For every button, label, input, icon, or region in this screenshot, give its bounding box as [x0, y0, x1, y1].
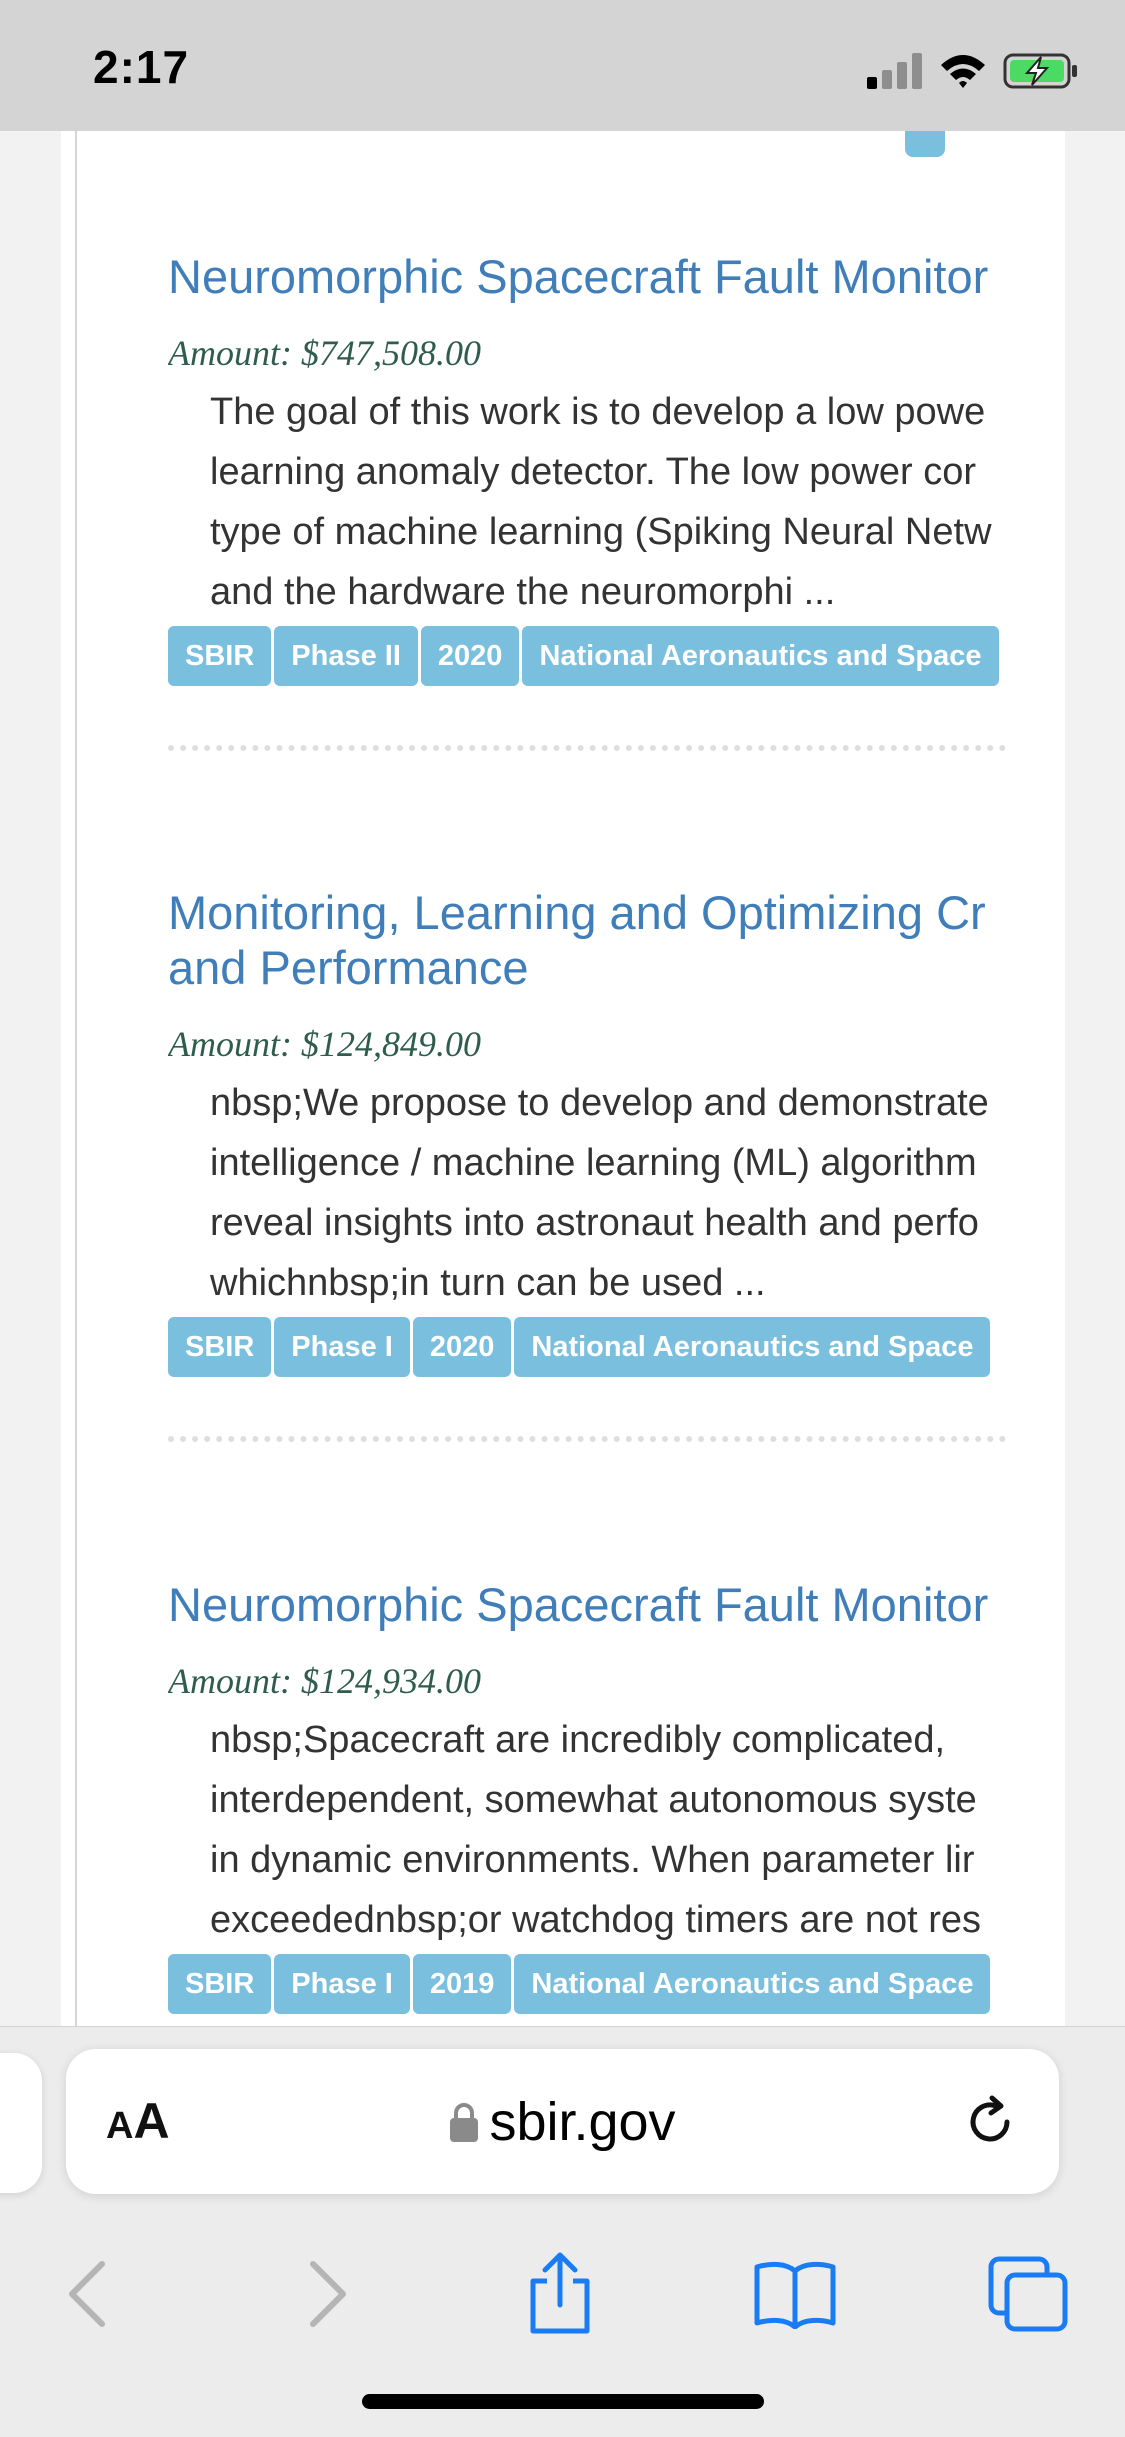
result-amount: Amount: $124,849.00: [168, 1024, 481, 1064]
address-display[interactable]: [66, 2049, 1059, 2194]
tag-program: SBIR: [168, 1954, 271, 2014]
forward-button[interactable]: [278, 2234, 378, 2354]
tag-year: 2020: [421, 626, 520, 686]
cellular-signal-icon: [867, 53, 923, 89]
tag-phase: Phase II: [274, 626, 418, 686]
tag-phase: Phase I: [274, 1954, 410, 2014]
tag-phase: Phase I: [274, 1317, 410, 1377]
tabs-icon: [987, 2255, 1069, 2333]
tag-year: 2020: [413, 1317, 512, 1377]
battery-charging-icon: [1003, 51, 1079, 91]
navigation-row: [0, 2234, 1125, 2354]
status-time: 2:17: [93, 41, 190, 93]
share-button[interactable]: [510, 2234, 610, 2354]
result-tags: [168, 1317, 1006, 1377]
web-page-content[interactable]: [0, 131, 1125, 2026]
tag-agency: National Aeronautics and Space: [514, 1954, 990, 2014]
result-description: The goal of this work is to develop a low powe learning anomaly detector. The low power cor type of machine learning (Spiking Neural Netw and the hardware the neuromorphi ...: [210, 391, 992, 613]
result-description: nbsp;We propose to develop and demonstrate intelligence / machine learning (ML) algorithm reveal insights into astronaut health and perfo whichnbsp;in turn can be used ...: [210, 1082, 989, 1304]
tag-program: SBIR: [168, 1317, 271, 1377]
status-bar: [0, 0, 1125, 132]
result-title-link[interactable]: Neuromorphic Spacecraft Fault Monitor: [168, 1578, 989, 1631]
back-button[interactable]: [37, 2234, 137, 2354]
share-icon: [525, 2251, 595, 2337]
tag-year: 2019: [413, 1954, 512, 2014]
panel-left-border: [75, 131, 77, 2026]
home-indicator[interactable]: [362, 2394, 764, 2409]
bookmarks-button[interactable]: [745, 2234, 845, 2354]
scroll-top-tab[interactable]: [905, 131, 945, 157]
result-tags: [168, 1954, 1006, 2014]
result-divider: [168, 745, 1006, 751]
result-divider: [168, 1436, 1006, 1442]
lock-icon: [449, 2101, 479, 2143]
result-item: [168, 885, 1006, 1377]
result-amount: Amount: $124,934.00: [168, 1661, 481, 1701]
forward-arrow-icon: [305, 2259, 351, 2329]
result-tags: [168, 626, 1006, 686]
tag-agency: National Aeronautics and Space: [514, 1317, 990, 1377]
address-bar[interactable]: [66, 2049, 1059, 2194]
back-arrow-icon: [64, 2259, 110, 2329]
result-title-link[interactable]: Monitoring, Learning and Optimizing Cr and Performance: [168, 886, 986, 994]
previous-tab-edge[interactable]: [0, 2053, 42, 2193]
wifi-icon: [939, 53, 987, 89]
address-domain: sbir.gov: [489, 2091, 676, 2152]
result-item: [168, 1577, 1006, 2014]
tabs-button[interactable]: [978, 2234, 1078, 2354]
result-item: [168, 249, 1006, 686]
tag-program: SBIR: [168, 626, 271, 686]
result-description: nbsp;Spacecraft are incredibly complicated, interdependent, somewhat autonomous syste in dynamic environments. When parameter lir exceedednbsp;or watchdog timers are not res: [210, 1719, 981, 1941]
reload-icon[interactable]: [963, 2095, 1017, 2149]
status-icons: [867, 50, 1079, 92]
bookmarks-book-icon: [752, 2259, 838, 2329]
result-title-link[interactable]: Neuromorphic Spacecraft Fault Monitor: [168, 250, 989, 303]
result-amount: Amount: $747,508.00: [168, 333, 481, 373]
reader-text-size-button[interactable]: AA: [106, 2093, 170, 2149]
tag-agency: National Aeronautics and Space: [522, 626, 998, 686]
safari-toolbar: [0, 2026, 1125, 2437]
